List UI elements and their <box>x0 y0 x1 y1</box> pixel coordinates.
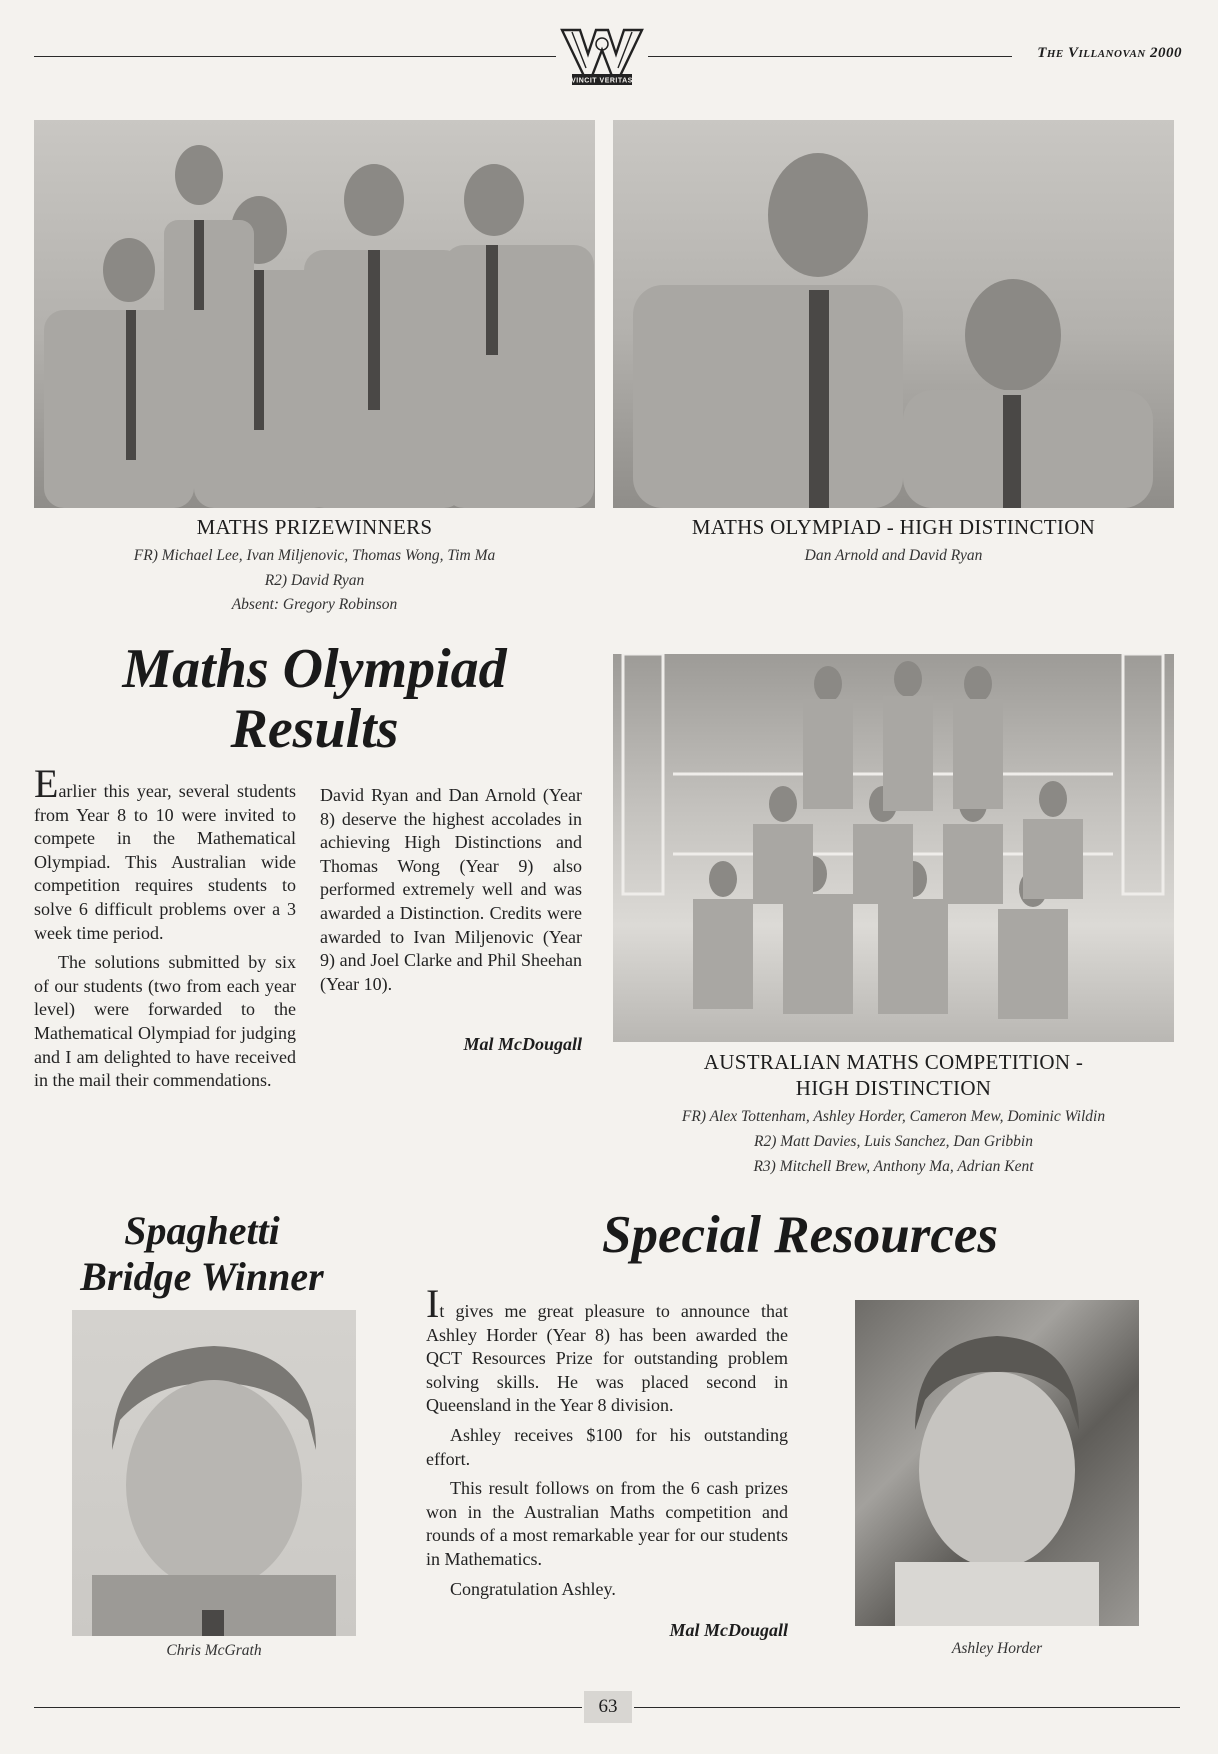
header-rule-right <box>648 56 1012 57</box>
amc-caption-2: R2) Matt Davies, Luis Sanchez, Dan Gribbin <box>754 1133 1033 1150</box>
prizewinners-title: MATHS PRIZEWINNERS <box>196 515 433 539</box>
olympiad-column-1 <box>34 761 296 1099</box>
school-crest-logo <box>558 24 646 88</box>
resources-dropcap: I <box>426 1281 440 1326</box>
olympiad-headline-line1: Maths Olympiad <box>122 638 507 700</box>
resources-headline: Special Resources <box>602 1206 998 1264</box>
olympiad-column-2 <box>320 784 582 1002</box>
ashley-horder-caption: Ashley Horder <box>951 1640 1043 1657</box>
resources-column <box>426 1281 788 1607</box>
resources-paragraph-3: This result follows on from the 6 cash prizes won in the Australian Maths competition and rounds of a most remarkable year for our students in Mathematics. <box>426 1478 788 1569</box>
crest-motto: VINCIT VERITAS <box>571 77 633 85</box>
ashley-horder-portrait <box>855 1300 1139 1626</box>
olympiad-paragraph-1: arlier this year, several students from Year 8 to 10 were invited to compete in the Mathematical Olympiad. This Australian wide competition requires students to solve 6 difficult problems over a 3 week time period. <box>34 781 296 943</box>
prizewinners-caption-1: FR) Michael Lee, Ivan Miljenovic, Thomas Wong, Tim Ma <box>133 547 496 564</box>
footer-rule-left <box>34 1707 582 1708</box>
maths-olympiad-photo <box>613 120 1174 508</box>
resources-paragraph-1: t gives me great pleasure to announce that Ashley Horder (Year 8) has been awarded the QCT Resources Prize for outstanding problem solving skills. He was placed second in Queensland in the Year 8 division. <box>426 1301 788 1416</box>
footer-rule-right <box>634 1707 1180 1708</box>
header-rule-left <box>34 56 556 57</box>
chris-mcgrath-portrait <box>72 1310 356 1636</box>
amc-title-line2: HIGH DISTINCTION <box>795 1076 992 1100</box>
olympiad-caption-1: Dan Arnold and David Ryan <box>804 547 983 564</box>
spaghetti-headline-line1: Spaghetti <box>124 1208 280 1253</box>
chris-mcgrath-caption: Chris McGrath <box>166 1642 262 1659</box>
olympiad-paragraph-3: David Ryan and Dan Arnold (Year 8) deserve the highest accolades in achieving High Distinctions and Thomas Wong (Year 9) also performed extremely well and was awarded a Distinction. Credits were awarded to Ivan Miljenovic (Year 9) and Joel Clarke and Phil Sheehan (Year 10). <box>320 785 582 994</box>
resources-signature: Mal McDougall <box>669 1620 788 1640</box>
amc-title-line1: AUSTRALIAN MATHS COMPETITION - <box>703 1050 1084 1074</box>
spaghetti-headline-line2: Bridge Winner <box>80 1254 324 1299</box>
amc-caption-3: R3) Mitchell Brew, Anthony Ma, Adrian Kent <box>753 1158 1034 1175</box>
olympiad-paragraph-2: The solutions submitted by six of our students (two from each year level) were forwarded to the Mathematical Olympiad for judging and I am delighted to have received in the mail their commendations. <box>34 952 296 1091</box>
olympiad-title: MATHS OLYMPIAD - HIGH DISTINCTION <box>691 515 1096 539</box>
journal-title: The Villanovan 2000 <box>1037 45 1182 61</box>
maths-prizewinners-photo <box>34 120 595 508</box>
olympiad-signature: Mal McDougall <box>463 1034 582 1054</box>
resources-paragraph-4: Congratulation Ashley. <box>450 1578 616 1599</box>
olympiad-headline-line2: Results <box>230 698 399 760</box>
amc-caption-1: FR) Alex Tottenham, Ashley Horder, Cameron Mew, Dominic Wildin <box>681 1108 1106 1125</box>
prizewinners-caption-3: Absent: Gregory Robinson <box>231 596 398 613</box>
olympiad-dropcap: E <box>34 761 59 806</box>
page-number: 63 <box>584 1691 632 1723</box>
amc-group-photo <box>613 654 1174 1042</box>
prizewinners-caption-2: R2) David Ryan <box>264 572 365 589</box>
resources-paragraph-2: Ashley receives $100 for his outstanding effort. <box>426 1424 788 1469</box>
